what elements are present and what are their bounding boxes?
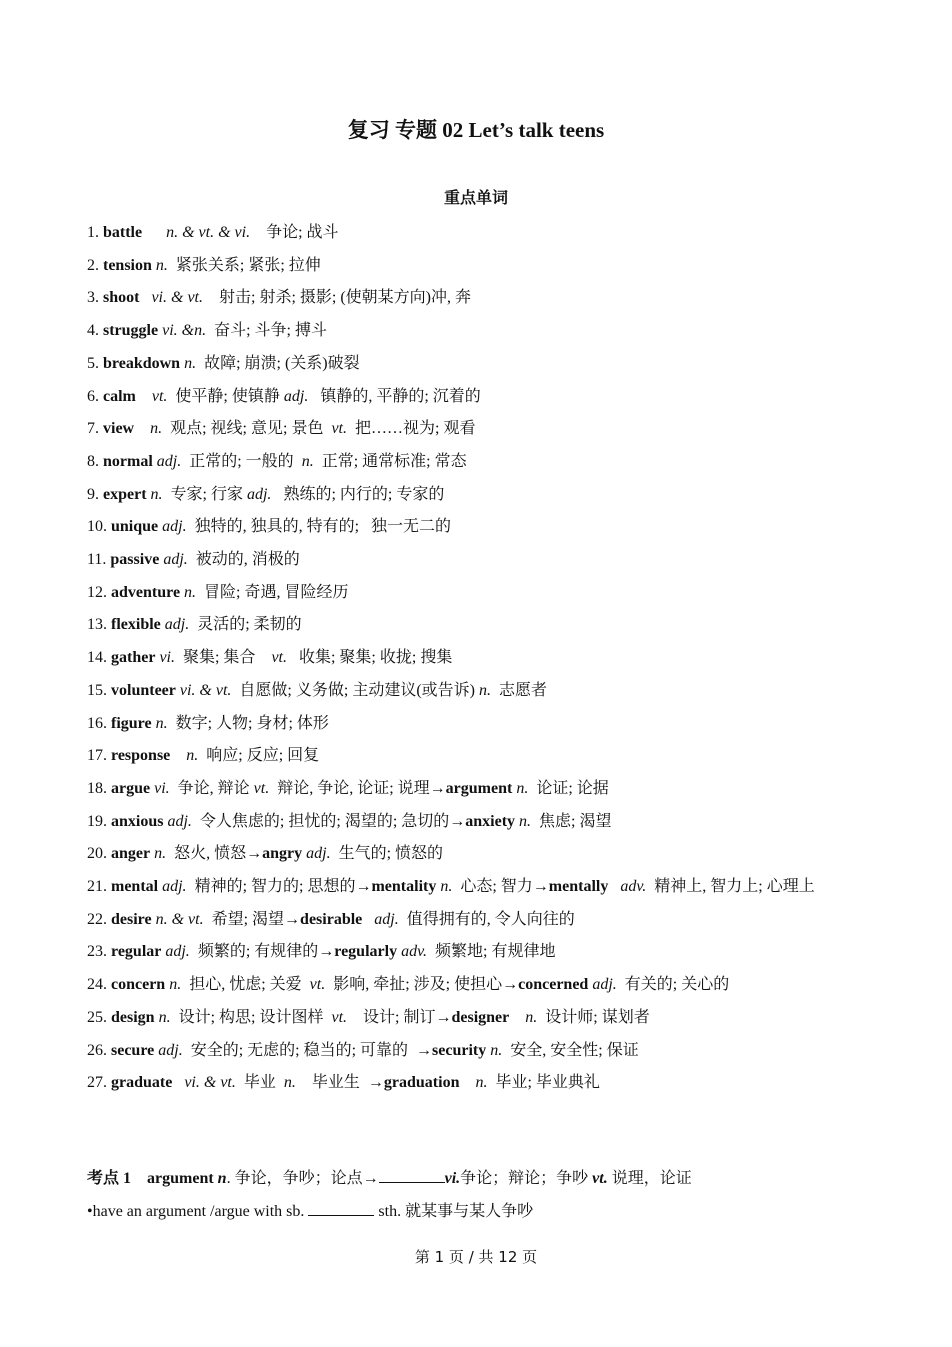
definition: 心态; 智力→ — [456, 878, 549, 896]
definition: 10. — [87, 518, 111, 536]
vocabulary-list — [87, 217, 869, 1100]
vocab-entry — [87, 871, 869, 904]
part-of-speech: vi. & vt. — [139, 289, 215, 307]
part-of-speech: vt. — [305, 976, 330, 994]
definition: 自愿做; 义务做; 主动建议(或告诉) — [235, 681, 479, 699]
key-point-example — [87, 1196, 869, 1229]
vocab-entry — [87, 740, 869, 773]
part-of-speech: vt. — [327, 1008, 356, 1026]
part-of-speech: vt. — [135, 387, 172, 405]
vocab-entry — [87, 315, 869, 348]
definition: 志愿者 — [494, 681, 547, 699]
headword: breakdown — [103, 354, 181, 372]
definition: 19. — [87, 812, 111, 830]
definition: 设计; 构思; 设计图样 — [174, 1008, 328, 1026]
part-of-speech: n. — [146, 485, 167, 503]
part-of-speech: adj. — [246, 485, 276, 503]
part-of-speech: adj. — [159, 551, 192, 569]
definition: 14. — [87, 649, 111, 667]
definition: 毕业生 → — [299, 1074, 384, 1092]
headword: concern — [111, 976, 166, 994]
definition: 担心, 忧虑; 关爱 — [185, 976, 306, 994]
vocab-entry — [87, 381, 869, 414]
key-point-1 — [87, 1163, 869, 1228]
definition: 把……视为; 观看 — [351, 420, 476, 438]
definition: . 争论，争吵；论点→ — [226, 1170, 379, 1187]
part-of-speech: vi. — [150, 779, 174, 797]
definition: 有关的; 关心的 — [620, 976, 730, 994]
definition: 9. — [87, 485, 103, 503]
section-heading: 重点单词 — [443, 190, 508, 207]
vocab-entry — [87, 511, 869, 544]
headword: anxious — [111, 812, 164, 830]
definition: 毕业; 毕业典礼 — [491, 1074, 600, 1092]
definition: 26. — [87, 1041, 111, 1059]
vocab-entry — [87, 838, 869, 871]
part-of-speech: n. — [297, 452, 318, 470]
definition: 23. — [87, 943, 111, 961]
headword: figure — [111, 714, 152, 732]
definition: 熟练的; 内行的; 专家的 — [275, 485, 445, 503]
definition: 说理，论证 — [607, 1170, 692, 1187]
definition: 被动的, 消极的 — [191, 551, 300, 569]
part-of-speech: n. — [165, 976, 186, 994]
part-of-speech: n. — [180, 354, 201, 372]
headword: regular — [111, 943, 162, 961]
part-of-speech: n. & vt. & vi. — [142, 224, 263, 241]
vocab-entry — [87, 806, 869, 839]
definition: 令人焦虑的; 担忧的; 渴望的; 急切的→ — [195, 812, 466, 830]
vocab-entry — [87, 609, 869, 642]
vocab-entry — [87, 1002, 869, 1035]
definition: 设计; 制订→ — [355, 1008, 452, 1026]
part-of-speech: vi. — [155, 649, 179, 667]
headword: gather — [111, 649, 156, 667]
definition: 3. — [87, 289, 103, 307]
headword: mentally — [548, 878, 609, 896]
definition: 响应; 反应; 回复 — [202, 747, 320, 765]
vocab-entry — [87, 577, 869, 610]
example-text: •have an argument /argue with sb. — [87, 1202, 309, 1220]
definition: 数字; 人物; 身材; 体形 — [171, 714, 329, 732]
headword: design — [111, 1008, 155, 1026]
definition: 收集; 聚集; 收拢; 搜集 — [290, 649, 453, 667]
definition: 设计师; 谋划者 — [541, 1008, 650, 1026]
definition: 25. — [87, 1008, 111, 1026]
part-of-speech: n. — [170, 747, 203, 765]
headword: tension — [103, 256, 152, 274]
part-of-speech: adj. — [283, 387, 313, 405]
headword: mentality — [371, 878, 437, 896]
headword: passive — [110, 551, 160, 569]
vocab-entry — [87, 1035, 869, 1068]
vocab-entry — [87, 708, 869, 741]
headword: struggle — [103, 322, 159, 340]
definition: 24. — [87, 976, 111, 994]
part-of-speech: adj. — [302, 845, 335, 863]
part-of-speech: adj. — [158, 878, 191, 896]
definition: 毕业 — [239, 1074, 280, 1092]
headword: concerned — [518, 976, 589, 994]
part-of-speech: n. — [436, 878, 457, 896]
vocab-entry — [87, 217, 869, 250]
definition: 使平静; 使镇静 — [171, 387, 284, 405]
part-of-speech: n. — [150, 845, 171, 863]
part-of-speech: adj. — [588, 976, 621, 994]
vocab-entry — [87, 1067, 869, 1100]
definition: 16. — [87, 714, 111, 732]
definition: 22. — [87, 910, 111, 928]
headword: adventure — [111, 583, 181, 601]
part-of-speech: n. — [459, 1074, 492, 1092]
headword: shoot — [103, 289, 140, 307]
part-of-speech: vt. — [263, 649, 291, 667]
headword: anger — [111, 845, 151, 863]
definition: 镇静的, 平静的; 沉着的 — [312, 387, 481, 405]
document-title: 复习 专题 02 Let’s talk teens — [347, 118, 605, 142]
headword: graduate — [111, 1074, 173, 1092]
definition: 安全的; 无虑的; 稳当的; 可靠的 → — [186, 1041, 433, 1059]
headword: graduation — [383, 1074, 460, 1092]
part-of-speech: n. — [509, 1008, 542, 1026]
vocab-entry — [87, 250, 869, 283]
definition: 15. — [87, 681, 111, 699]
definition: 聚集; 集合 — [178, 649, 264, 667]
definition: 观点; 视线; 意见; 景色 — [166, 420, 328, 438]
definition: 争论；辩论；争吵 — [460, 1170, 593, 1187]
definition: 专家; 行家 — [166, 485, 247, 503]
vocab-entry — [87, 348, 869, 381]
definition: 5. — [87, 354, 103, 372]
part-of-speech: adj. — [158, 518, 191, 536]
vocab-entry — [87, 969, 869, 1002]
part-of-speech: n. — [515, 812, 536, 830]
definition: 精神的; 智力的; 思想的→ — [190, 878, 372, 896]
definition: 27. — [87, 1074, 111, 1092]
definition: 2. — [87, 256, 103, 274]
definition: 紧张关系; 紧张; 拉伸 — [171, 256, 321, 274]
definition: 6. — [87, 387, 103, 405]
definition: 4. — [87, 322, 103, 340]
pos: vt. — [592, 1170, 608, 1187]
vocab-entry — [87, 479, 869, 512]
headword: secure — [111, 1041, 155, 1059]
part-of-speech: vi. & vt. — [175, 681, 236, 699]
part-of-speech: n. — [486, 1041, 507, 1059]
definition: 希望; 渴望→ — [207, 910, 301, 928]
part-of-speech: n. — [151, 714, 172, 732]
pos: n — [213, 1170, 227, 1187]
fill-blank — [379, 1168, 445, 1183]
definition: 安全, 安全性; 保证 — [506, 1041, 639, 1059]
definition: 1. — [87, 224, 103, 241]
part-of-speech: n. — [134, 420, 167, 438]
headword: expert — [103, 485, 147, 503]
part-of-speech: n. — [154, 1008, 175, 1026]
definition: 正常的; 一般的 — [185, 452, 298, 470]
part-of-speech: adv. — [397, 943, 431, 961]
headword: flexible — [111, 616, 161, 634]
definition: 8. — [87, 452, 103, 470]
definition: 论证; 论据 — [532, 779, 609, 797]
definition: 争论, 辩论 — [173, 779, 254, 797]
headword: desire — [111, 910, 152, 928]
vocab-entry — [87, 936, 869, 969]
headword: desirable — [300, 910, 363, 928]
headword: argument — [445, 779, 513, 797]
part-of-speech: n. — [151, 256, 172, 274]
definition: 值得拥有的, 令人向往的 — [402, 910, 575, 928]
definition: 21. — [87, 878, 111, 896]
definition: 奋斗; 斗争; 搏斗 — [210, 322, 328, 340]
definition: 12. — [87, 583, 111, 601]
part-of-speech: n. — [180, 583, 201, 601]
definition: 生气的; 愤怒的 — [334, 845, 444, 863]
headword: unique — [111, 518, 159, 536]
part-of-speech: n. & vt. — [151, 910, 208, 928]
headword: view — [103, 420, 135, 438]
headword: anxiety — [465, 812, 516, 830]
definition: 17. — [87, 747, 111, 765]
definition: 射击; 射杀; 摄影; (使朝某方向)冲, 奔 — [215, 289, 471, 307]
headword: regularly — [334, 943, 398, 961]
headword: battle — [103, 224, 143, 241]
part-of-speech: adj. — [154, 1041, 187, 1059]
definition: 频繁地; 有规律地 — [431, 943, 556, 961]
headword: calm — [103, 387, 136, 405]
definition: 7. — [87, 420, 103, 438]
page-footer: 第 1 页 / 共 12 页 — [414, 1248, 538, 1266]
vocab-entry — [87, 413, 869, 446]
vocab-entry — [87, 282, 869, 315]
definition: 争论; 战斗 — [262, 224, 339, 241]
part-of-speech: vi. &n. — [158, 322, 211, 340]
part-of-speech: adj. — [160, 616, 194, 634]
vocab-entry — [87, 773, 869, 806]
definition: 频繁的; 有规律的→ — [193, 943, 335, 961]
part-of-speech: adv. — [608, 878, 651, 896]
key-point-word: argument — [147, 1170, 214, 1187]
headword: response — [111, 747, 171, 765]
pos: vi. — [444, 1170, 461, 1187]
vocab-entry — [87, 904, 869, 937]
part-of-speech: n. — [478, 681, 495, 699]
definition: 灵活的; 柔韧的 — [193, 616, 302, 634]
part-of-speech: adj. — [163, 812, 196, 830]
headword: mental — [111, 878, 159, 896]
vocab-entry — [87, 544, 869, 577]
example-text: sth. 就某事与某人争吵 — [374, 1202, 534, 1220]
headword: normal — [103, 452, 153, 470]
fill-blank — [308, 1201, 374, 1216]
definition: 20. — [87, 845, 111, 863]
part-of-speech: adj. — [362, 910, 403, 928]
key-point-heading — [87, 1163, 869, 1196]
part-of-speech: n. — [279, 1074, 300, 1092]
vocab-entry — [87, 675, 869, 708]
definition: 辩论, 争论, 论证; 说理→ — [273, 779, 446, 797]
part-of-speech: vt. — [327, 420, 351, 438]
definition: 影响, 牵扯; 涉及; 使担心→ — [329, 976, 519, 994]
part-of-speech: adj. — [161, 943, 194, 961]
definition: 11. — [87, 551, 111, 569]
definition: 焦虑; 渴望 — [535, 812, 612, 830]
definition: 13. — [87, 616, 111, 634]
vocab-entry — [87, 642, 869, 675]
vocab-entry — [87, 446, 869, 479]
part-of-speech: vt. — [253, 779, 274, 797]
key-point-label: 考点 1 — [87, 1170, 132, 1187]
definition: 故障; 崩溃; (关系)破裂 — [200, 354, 360, 372]
definition: 18. — [87, 779, 111, 797]
headword: security — [432, 1041, 487, 1059]
part-of-speech: vi. & vt. — [172, 1074, 240, 1092]
headword: argue — [111, 779, 151, 797]
headword: volunteer — [111, 681, 176, 699]
definition: 冒险; 奇遇, 冒险经历 — [200, 583, 349, 601]
definition: 精神上, 智力上; 心理上 — [650, 878, 815, 896]
definition: 怒火, 愤怒→ — [170, 845, 263, 863]
definition: 独特的, 独具的, 特有的; 独一无二的 — [190, 518, 452, 536]
part-of-speech: n. — [512, 779, 533, 797]
headword: designer — [451, 1008, 510, 1026]
headword: angry — [262, 845, 303, 863]
part-of-speech: adj. — [152, 452, 186, 470]
definition: 正常; 通常标准; 常态 — [317, 452, 467, 470]
